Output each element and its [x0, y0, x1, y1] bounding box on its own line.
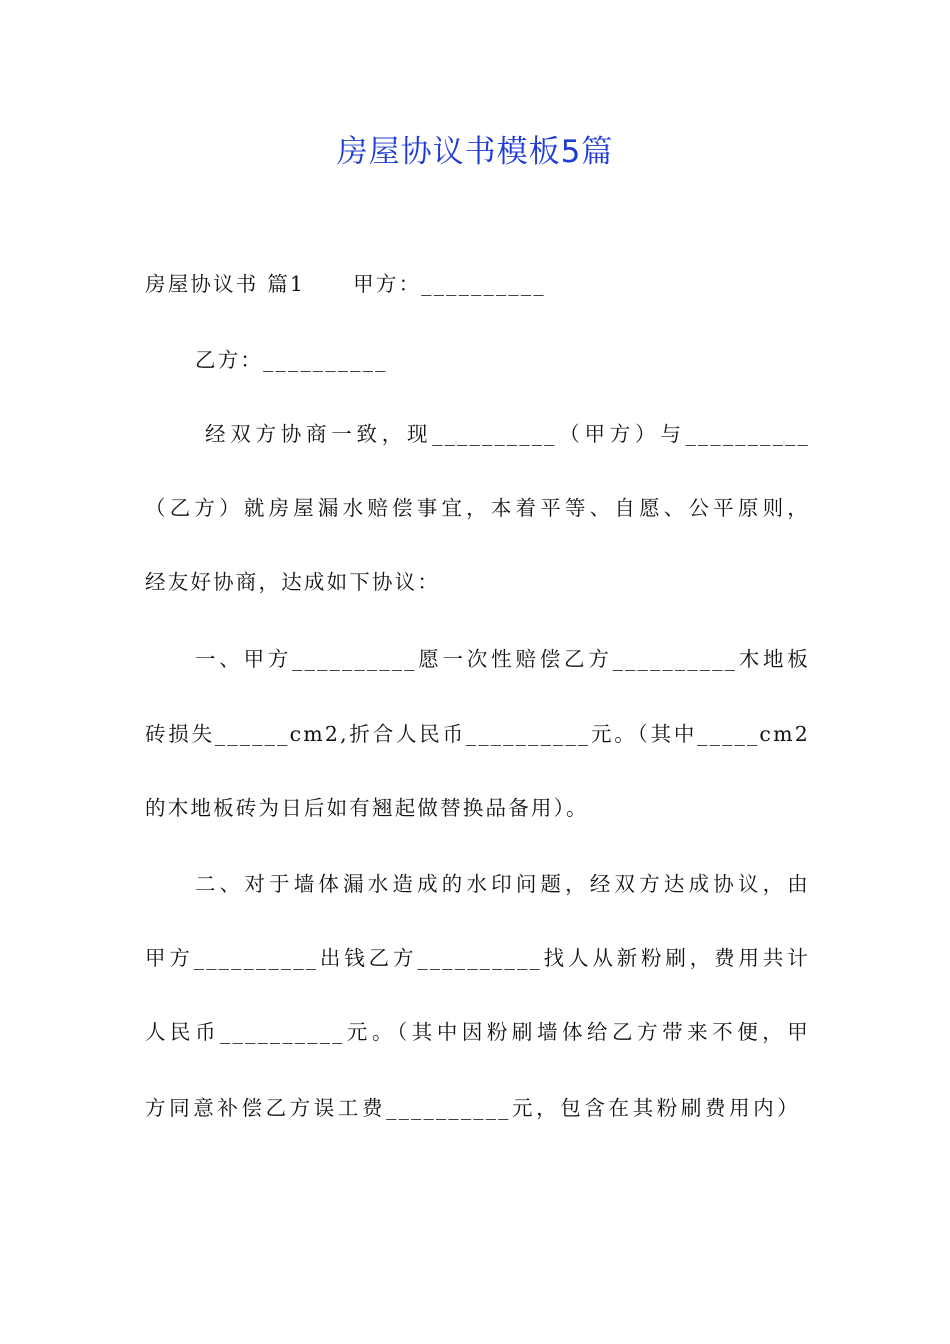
paragraph-line: 经友好协商，达成如下协议： — [145, 570, 441, 594]
header-line — [145, 270, 810, 298]
party-b-line: 乙方：__________ — [195, 348, 388, 372]
party-a-field: 甲方：__________ — [353, 272, 546, 296]
clause-two-line: 二、对于墙体漏水造成的水印问题，经双方达成协议，由 — [195, 872, 810, 896]
paragraph-line: （乙方）就房屋漏水赔偿事宜，本着平等、自愿、公平原则， — [145, 496, 810, 520]
section-label: 房屋协议书 篇1 — [145, 272, 306, 296]
clause-one-line: 一、甲方__________愿一次性赔偿乙方__________木地板 — [195, 647, 810, 671]
clause-two-line: 人民币__________元。（其中因粉刷墙体给乙方带来不便，甲 — [145, 1020, 810, 1044]
clause-one-line: 砖损失______cm2,折合人民币__________元。（其中_____cm2 — [145, 722, 810, 746]
clause-two-line: 方同意补偿乙方误工费__________元，包含在其粉刷费用内） — [145, 1096, 800, 1120]
clause-one-line: 的木地板砖为日后如有翘起做替换品备用）。 — [145, 796, 589, 820]
clause-two-line: 甲方__________出钱乙方__________找人从新粉刷，费用共计 — [145, 946, 810, 970]
document-title: 房屋协议书模板5篇 — [336, 134, 614, 170]
paragraph-line: 经双方协商一致，现__________（甲方）与__________ — [205, 422, 810, 446]
